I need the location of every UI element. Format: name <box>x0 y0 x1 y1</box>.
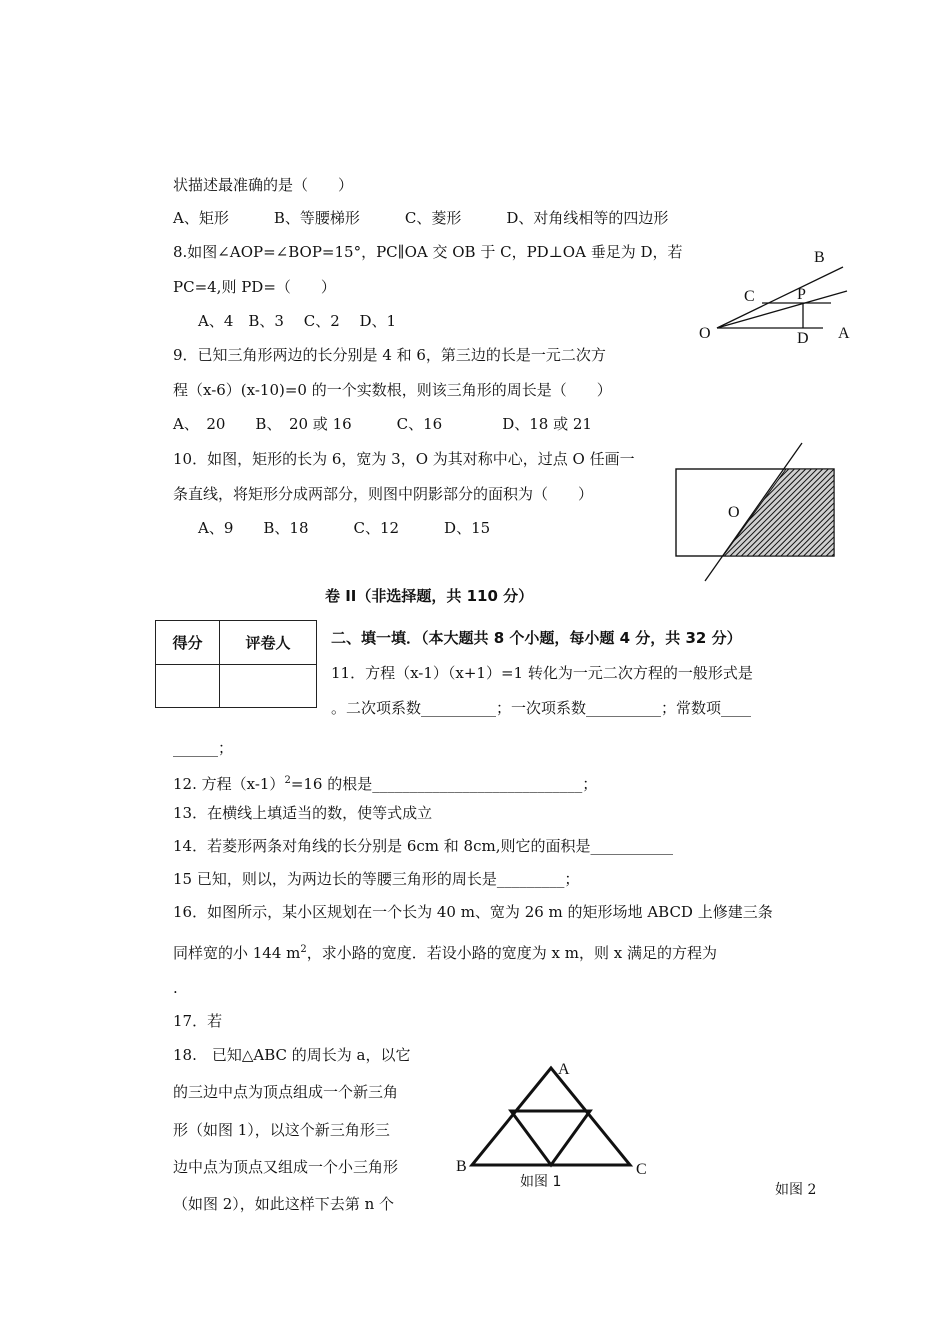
q9-line1: 9．已知三角形两边的长分别是 4 和 6，第三边的长是一元二次方 <box>173 346 606 364</box>
q8-label-C: C <box>744 288 755 305</box>
q18-line1: 18. 已知△ABC 的周长为 a，以它 <box>173 1046 411 1064</box>
section2-title: 卷 II（非选择题，共 110 分） <box>325 587 534 605</box>
q8-label-O: O <box>699 325 711 342</box>
section2-heading: 二、填一填．（本大题共 8 个小题，每小题 4 分，共 32 分） <box>331 629 742 647</box>
q8-label-D: D <box>797 330 809 347</box>
q18-fig1-caption: 如图 1 <box>520 1174 562 1190</box>
q8-line2: PC=4,则 PD=（ ） <box>173 278 336 296</box>
q16-line1: 16．如图所示，某小区规划在一个长为 40 m、宽为 26 m 的矩形场地 ABCD 上修建三条 <box>173 903 773 921</box>
q9-line2: 程（x-6）(x-10)=0 的一个实数根，则该三角形的周长是（ ） <box>173 381 612 399</box>
q15: 15 已知，则以，为两边长的等腰三角形的周长是_________； <box>173 870 580 888</box>
q16-line2-prefix: 同样宽的小 144 m <box>173 944 301 962</box>
q10-line1: 10．如图，矩形的长为 6，宽为 3，O 为其对称中心，过点 O 任画一 <box>173 450 635 468</box>
q13: 13．在横线上填适当的数，使等式成立 <box>173 804 433 822</box>
q7-options: A、矩形 B、等腰梯形 C、菱形 D、对角线相等的四边形 <box>173 209 669 227</box>
score-table <box>155 620 317 708</box>
q10-label-O: O <box>728 504 740 521</box>
q17: 17．若 <box>173 1012 223 1030</box>
q16-line3: . <box>173 979 178 997</box>
score-cell[interactable] <box>156 665 220 707</box>
q10-line2: 条直线，将矩形分成两部分，则图中阴影部分的面积为（ ） <box>173 485 594 503</box>
q18-label-C: C <box>636 1161 647 1178</box>
q14: 14．若菱形两条对角线的长分别是 6cm 和 8cm,则它的面积是___________ <box>173 837 673 855</box>
q18-line2: 的三边中点为顶点组成一个新三角 <box>173 1083 399 1101</box>
grader-header: 评卷人 <box>220 621 316 665</box>
q10-options: A、9 B、18 C、12 D、15 <box>198 519 491 537</box>
q8-label-B: B <box>814 249 825 266</box>
q18-triangle-figure <box>450 1055 660 1190</box>
q18-fig2-caption: 如图 2 <box>775 1182 817 1198</box>
q11-line3: ______； <box>173 739 234 757</box>
q18-label-A: A <box>558 1061 570 1078</box>
q8-options: A、4 B、3 C、2 D、1 <box>198 312 397 330</box>
q11-line1: 11．方程（x-1）（x+1）=1 转化为一元二次方程的一般形式是 <box>331 664 753 682</box>
q16-line2 <box>173 940 717 963</box>
q16-exponent: 2 <box>300 944 307 955</box>
q12-suffix: =16 的根是____________________________； <box>290 775 598 793</box>
q18-line3: 形（如图 1），以这个新三角形三 <box>173 1121 390 1139</box>
grader-cell[interactable] <box>220 665 316 707</box>
q16-line2-suffix: ，求小路的宽度．若设小路的宽度为 x m，则 x 满足的方程为 <box>306 944 717 962</box>
q12-exponent: 2 <box>284 775 291 786</box>
q8-label-P: P <box>797 286 806 303</box>
q11-line2: 。二次项系数__________；一次项系数__________；常数项____ <box>331 699 752 717</box>
q12-prefix: 12. 方程（x-1） <box>173 775 285 793</box>
q8-angle-figure <box>695 245 865 350</box>
q9-options: A、 20 B、 20 或 16 C、16 D、18 或 21 <box>173 415 592 433</box>
q10-rectangle-figure <box>670 440 845 585</box>
score-header: 得分 <box>156 621 220 665</box>
q8-label-A: A <box>838 325 850 342</box>
q18-line4: 边中点为顶点又组成一个小三角形 <box>173 1158 399 1176</box>
q18-label-B: B <box>456 1158 467 1175</box>
q12 <box>173 771 597 794</box>
q18-line5: （如图 2），如此这样下去第 n 个 <box>173 1195 395 1213</box>
q8-line1: 8.如图∠AOP=∠BOP=15°，PC∥OA 交 OB 于 C，PD⊥OA 垂足为 D，若 <box>173 243 683 261</box>
q7-line-cont: 状描述最准确的是（ ） <box>173 176 354 194</box>
